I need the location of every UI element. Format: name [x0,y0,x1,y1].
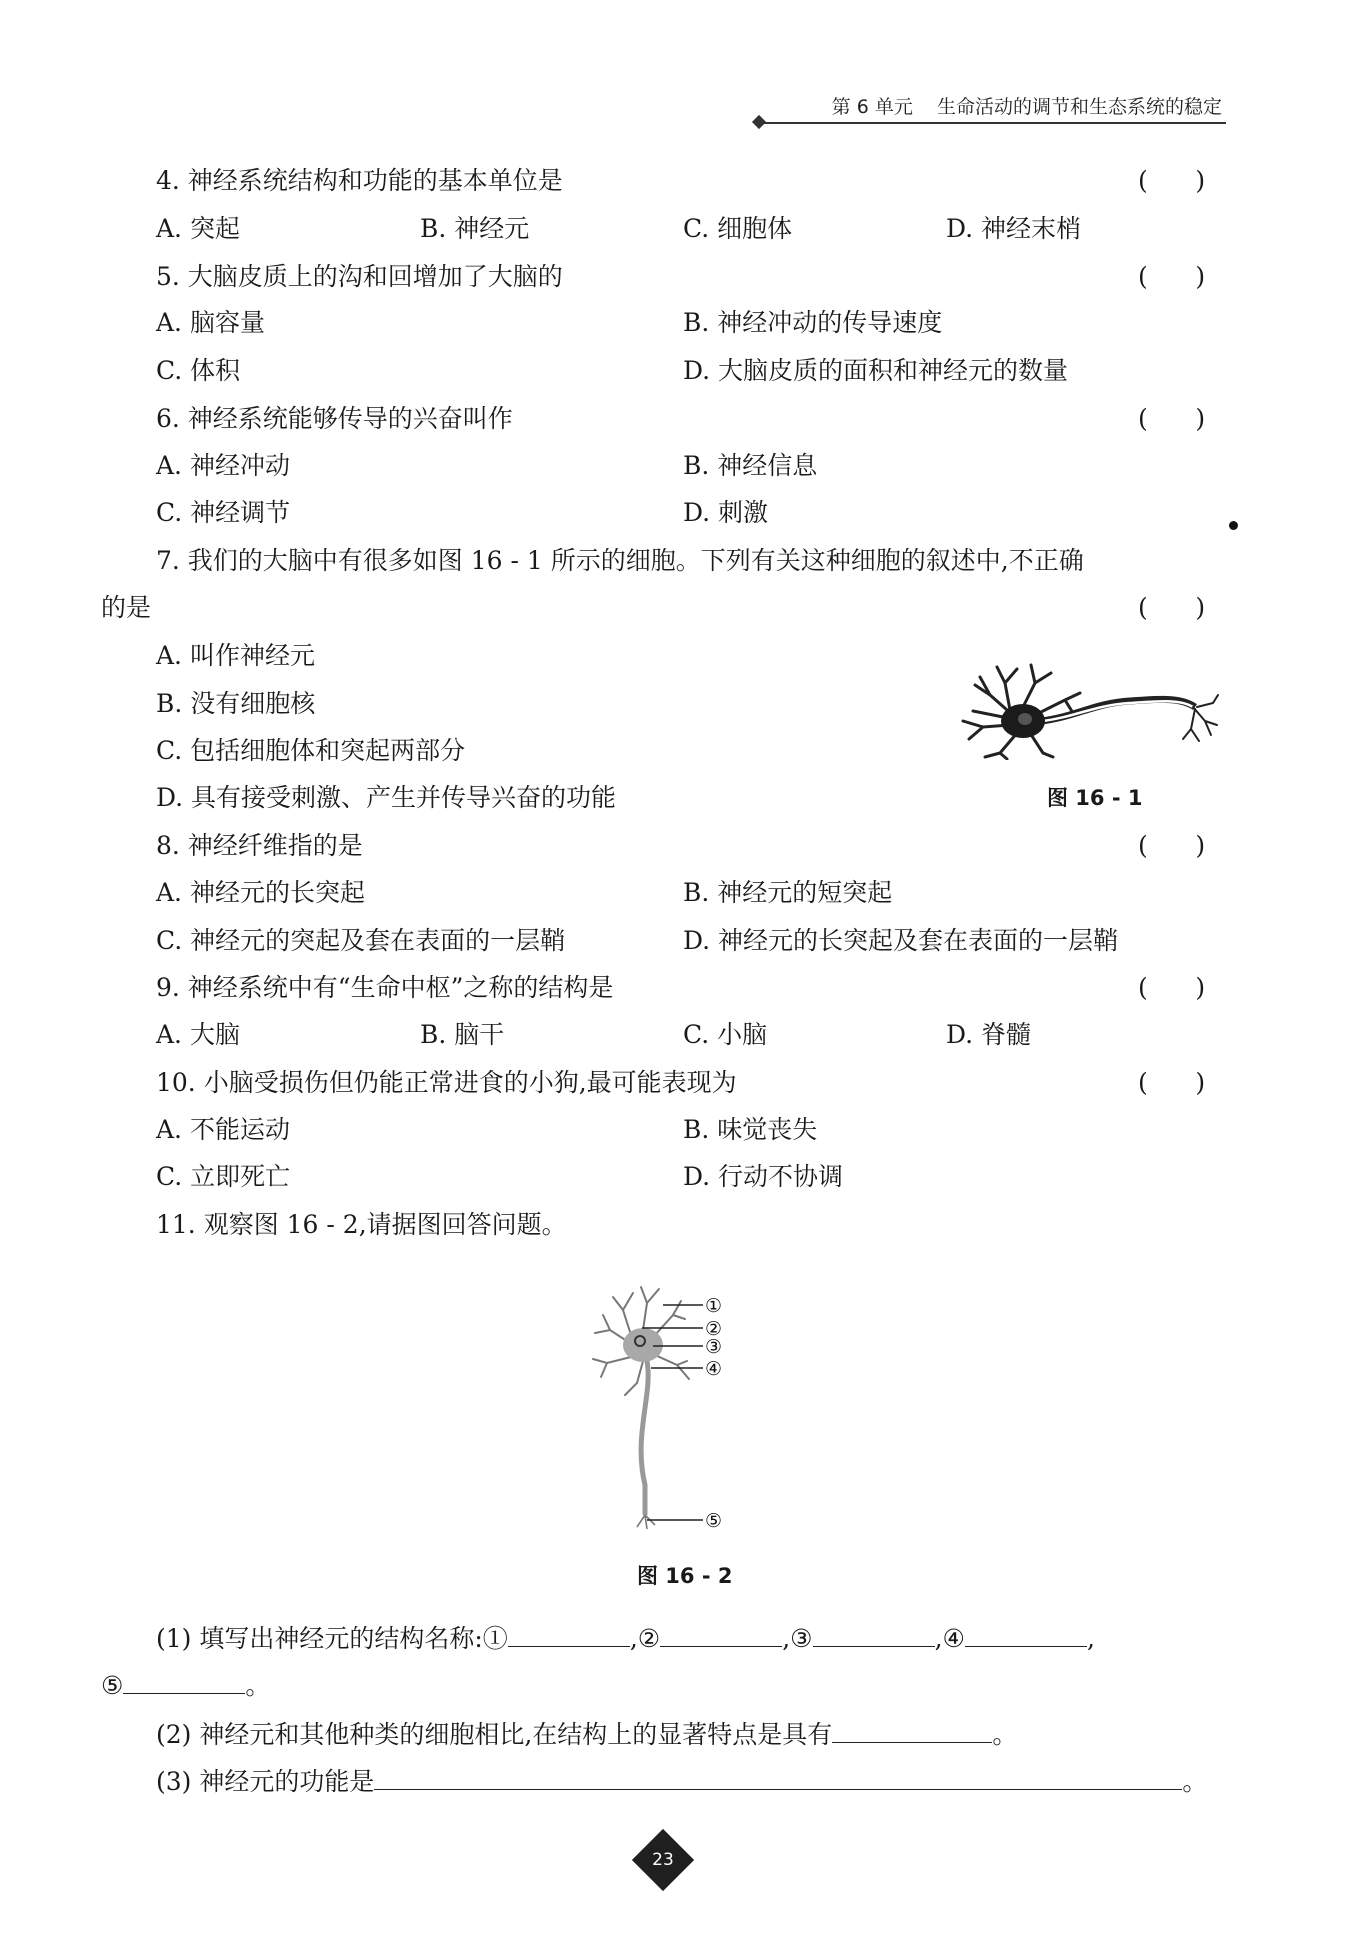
question-7-option-d: D. 具有接受刺激、产生并传导兴奋的功能 [156,783,617,812]
sub1-label-4: ④ [942,1624,965,1653]
unit-header: 第 6 单元 生命活动的调节和生态系统的稳定 [831,96,1222,118]
sub1-comma-2: , [782,1624,791,1653]
figure-16-2-neuron [585,1275,735,1540]
question-10-option-d: D. 行动不协调 [683,1162,844,1191]
question-9-option-c: C. 小脑 [683,1020,768,1049]
question-6-option-d: D. 刺激 [683,498,769,527]
question-4-stem: 4. 神经系统结构和功能的基本单位是 [156,166,563,195]
figure-16-2-caption: 图 16 - 2 [637,1564,733,1588]
question-10-answer-paren: ( ) [1138,1068,1206,1097]
question-8-option-c: C. 神经元的突起及套在表面的一层鞘 [156,926,566,955]
question-8-stem: 8. 神经纤维指的是 [156,831,363,860]
question-9-option-a: A. 大脑 [156,1020,240,1049]
sub1-comma-3: , [934,1624,943,1653]
sub1-period: 。 [245,1671,271,1700]
neuron-label-3: ③ [705,1336,723,1358]
neuron-label-5: ⑤ [705,1510,723,1532]
question-9-answer-paren: ( ) [1138,973,1206,1002]
sub2-prompt: (2) 神经元和其他种类的细胞相比,在结构上的显著特点是具有 [156,1720,833,1749]
question-8-option-d: D. 神经元的长突起及套在表面的一层鞘 [683,926,1119,955]
question-4-option-c: C. 细胞体 [683,214,793,243]
question-10-option-b: B. 味觉丧失 [683,1115,818,1144]
answer-blank-3[interactable] [813,1620,935,1647]
question-10-option-c: C. 立即死亡 [156,1162,291,1191]
sub1-label-3: ③ [790,1624,813,1653]
question-11-sub3 [156,1763,1207,1798]
neuron-label-4: ④ [705,1358,723,1380]
sub1-label-2: ② [637,1624,661,1653]
page-number: 23 [652,1850,674,1870]
question-6-option-a: A. 神经冲动 [156,451,290,480]
neuron-label-1: ① [705,1295,723,1317]
question-11-sub1-line2 [101,1667,270,1702]
question-11-sub1 [156,1620,1095,1655]
question-4-answer-paren: ( ) [1138,166,1206,195]
question-7-answer-paren: ( ) [1138,593,1206,622]
sub1-label-5: ⑤ [101,1671,124,1700]
sub3-prompt: (3) 神经元的功能是 [156,1767,375,1796]
question-7-option-c: C. 包括细胞体和突起两部分 [156,736,466,765]
question-5-option-d: D. 大脑皮质的面积和神经元的数量 [683,356,1069,385]
answer-blank-sub2[interactable] [832,1716,992,1743]
answer-blank-sub3[interactable] [374,1763,1182,1790]
neuron-label-2: ② [705,1318,723,1340]
header-rule [760,122,1226,124]
question-6-option-c: C. 神经调节 [156,498,291,527]
question-4-option-b: B. 神经元 [420,214,530,243]
question-5-option-a: A. 脑容量 [156,308,265,337]
question-9-option-b: B. 脑干 [420,1020,505,1049]
sub1-comma-4: , [1086,1624,1095,1653]
sub1-comma-1: , [629,1624,638,1653]
question-6-option-b: B. 神经信息 [683,451,818,480]
question-8-option-b: B. 神经元的短突起 [683,878,893,907]
question-4-option-d: D. 神经末梢 [946,214,1082,243]
question-9-option-d: D. 脊髓 [946,1020,1032,1049]
question-5-option-b: B. 神经冲动的传导速度 [683,308,943,337]
question-11-sub2 [156,1716,1017,1751]
question-10-stem: 10. 小脑受损伤但仍能正常进食的小狗,最可能表现为 [156,1068,737,1097]
question-6-stem: 6. 神经系统能够传导的兴奋叫作 [156,404,513,433]
sub1-prompt: (1) 填写出神经元的结构名称: [156,1624,483,1653]
question-7-option-a: A. 叫作神经元 [156,641,315,670]
question-5-option-c: C. 体积 [156,356,241,385]
question-7-stem-line1: 7. 我们的大脑中有很多如图 16 - 1 所示的细胞。下列有关这种细胞的叙述中,不正确 [156,546,1084,575]
question-10-option-a: A. 不能运动 [156,1115,290,1144]
question-5-stem: 5. 大脑皮质上的沟和回增加了大脑的 [156,262,563,291]
figure-16-1-neuron [955,655,1220,760]
figure-16-1-caption: 图 16 - 1 [1047,786,1143,810]
question-7-option-b: B. 没有细胞核 [156,689,316,718]
question-8-answer-paren: ( ) [1138,831,1206,860]
question-4-option-a: A. 突起 [156,214,240,243]
question-7-stem-line2: 的是 [101,593,152,622]
answer-blank-5[interactable] [123,1667,245,1694]
question-6-answer-paren: ( ) [1138,404,1206,433]
answer-blank-1[interactable] [508,1620,630,1647]
sub2-period: 。 [992,1720,1018,1749]
question-5-answer-paren: ( ) [1138,262,1206,291]
answer-blank-4[interactable] [965,1620,1087,1647]
sub3-period: 。 [1182,1767,1208,1796]
answer-blank-2[interactable] [660,1620,782,1647]
margin-dot [1229,521,1238,530]
question-9-stem: 9. 神经系统中有“生命中枢”之称的结构是 [156,973,614,1002]
question-11-stem: 11. 观察图 16 - 2,请据图回答问题。 [156,1210,567,1239]
sub1-label-1: ① [482,1624,508,1653]
question-8-option-a: A. 神经元的长突起 [156,878,365,907]
